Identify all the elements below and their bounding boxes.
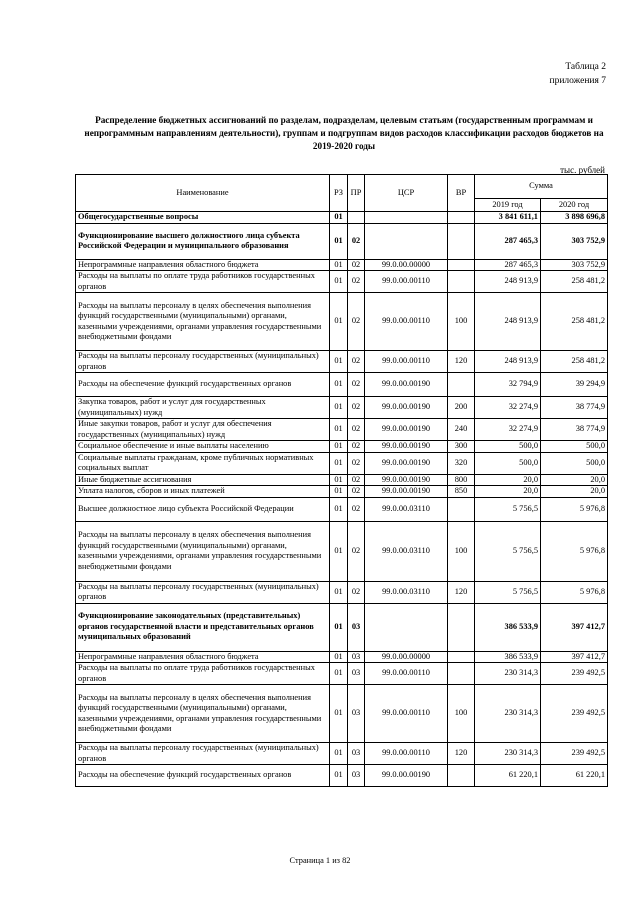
cell-csr: 99.0.00.00190 (365, 486, 448, 498)
cell-v2020: 3 898 696,8 (541, 212, 608, 224)
cell-pr: 02 (348, 373, 365, 397)
cell-pr: 02 (348, 271, 365, 293)
cell-v2019: 32 274,9 (475, 397, 541, 419)
cell-vr (448, 603, 475, 651)
cell-vr (448, 212, 475, 224)
cell-csr (365, 223, 448, 259)
cell-pr: 02 (348, 452, 365, 474)
cell-csr: 99.0.00.00000 (365, 259, 448, 271)
cell-name: Функционирование высшего должностного лица субъекта Российской Федерации и муниципального образования (76, 223, 330, 259)
cell-rz: 01 (330, 259, 348, 271)
cell-vr: 120 (448, 581, 475, 603)
cell-v2019: 500,0 (475, 452, 541, 474)
cell-v2019: 20,0 (475, 486, 541, 498)
cell-pr: 02 (348, 441, 365, 453)
table-row (76, 373, 608, 397)
cell-v2019: 248 913,9 (475, 293, 541, 351)
cell-v2019: 230 314,3 (475, 743, 541, 765)
cell-vr: 100 (448, 521, 475, 581)
cell-v2019: 386 533,9 (475, 651, 541, 663)
cell-rz: 01 (330, 581, 348, 603)
cell-v2020: 397 412,7 (541, 651, 608, 663)
cell-v2020: 239 492,5 (541, 685, 608, 743)
page-number: Страница 1 из 82 (289, 856, 351, 865)
cell-vr: 850 (448, 486, 475, 498)
cell-csr: 99.0.00.00190 (365, 765, 448, 787)
table-row (76, 651, 608, 663)
cell-v2019: 287 465,3 (475, 223, 541, 259)
cell-pr: 03 (348, 651, 365, 663)
col-header-name: Наименование (76, 175, 330, 212)
cell-vr: 320 (448, 452, 475, 474)
cell-name: Расходы на выплаты персоналу государственных (муниципальных) органов (76, 581, 330, 603)
cell-rz: 01 (330, 441, 348, 453)
cell-v2019: 230 314,3 (475, 663, 541, 685)
cell-v2019: 500,0 (475, 441, 541, 453)
cell-rz: 01 (330, 397, 348, 419)
table-row (76, 743, 608, 765)
cell-csr: 99.0.00.00110 (365, 271, 448, 293)
table-row (76, 452, 608, 474)
cell-v2019: 5 756,5 (475, 581, 541, 603)
cell-rz: 01 (330, 765, 348, 787)
cell-v2020: 397 412,7 (541, 603, 608, 651)
appendix-number: приложения 7 (549, 76, 606, 86)
table-row (76, 474, 608, 486)
cell-name: Расходы на выплаты персоналу государственных (муниципальных) органов (76, 743, 330, 765)
cell-v2019: 248 913,9 (475, 271, 541, 293)
cell-name: Иные бюджетные ассигнования (76, 474, 330, 486)
cell-vr (448, 373, 475, 397)
cell-name: Расходы на выплаты персоналу государственных (муниципальных) органов (76, 351, 330, 373)
cell-csr: 99.0.00.00000 (365, 651, 448, 663)
cell-name: Расходы на выплаты персоналу в целях обеспечения выполнения функций государственными (муниципальными) органами, казенными учреждениями, органами управления государственными внебюджетными фондами (76, 521, 330, 581)
cell-pr: 03 (348, 603, 365, 651)
cell-rz: 01 (330, 212, 348, 224)
table-row (76, 486, 608, 498)
cell-vr: 100 (448, 685, 475, 743)
cell-pr: 03 (348, 743, 365, 765)
cell-vr (448, 651, 475, 663)
cell-vr: 200 (448, 397, 475, 419)
cell-csr: 99.0.00.00110 (365, 351, 448, 373)
units-label: тыс. рублей (560, 165, 605, 175)
table-row (76, 419, 608, 441)
cell-vr (448, 259, 475, 271)
cell-pr: 02 (348, 397, 365, 419)
col-header-vr: ВР (448, 175, 475, 212)
col-header-pr: ПР (348, 175, 365, 212)
cell-rz: 01 (330, 293, 348, 351)
cell-v2020: 39 294,9 (541, 373, 608, 397)
cell-v2019: 61 220,1 (475, 765, 541, 787)
cell-v2019: 20,0 (475, 474, 541, 486)
cell-vr: 800 (448, 474, 475, 486)
cell-v2020: 5 976,8 (541, 521, 608, 581)
cell-v2020: 258 481,2 (541, 271, 608, 293)
cell-pr: 03 (348, 663, 365, 685)
cell-name: Социальные выплаты гражданам, кроме публичных нормативных социальных выплат (76, 452, 330, 474)
table-row (76, 603, 608, 651)
cell-rz: 01 (330, 351, 348, 373)
cell-csr: 99.0.00.00190 (365, 397, 448, 419)
cell-rz: 01 (330, 474, 348, 486)
cell-name: Расходы на обеспечение функций государственных органов (76, 373, 330, 397)
cell-v2020: 38 774,9 (541, 397, 608, 419)
cell-pr: 02 (348, 474, 365, 486)
cell-name: Непрограммные направления областного бюджета (76, 259, 330, 271)
col-header-sum: Сумма (475, 175, 608, 199)
cell-v2019: 230 314,3 (475, 685, 541, 743)
cell-csr: 99.0.00.00190 (365, 474, 448, 486)
cell-v2020: 5 976,8 (541, 581, 608, 603)
cell-csr: 99.0.00.00190 (365, 419, 448, 441)
cell-v2019: 5 756,5 (475, 521, 541, 581)
table-row (76, 441, 608, 453)
cell-rz: 01 (330, 603, 348, 651)
cell-name: Расходы на выплаты по оплате труда работников государственных органов (76, 663, 330, 685)
table-row (76, 497, 608, 521)
cell-name: Расходы на выплаты по оплате труда работников государственных органов (76, 271, 330, 293)
cell-rz: 01 (330, 663, 348, 685)
col-header-2019: 2019 год (475, 199, 541, 212)
col-header-2020: 2020 год (541, 199, 608, 212)
cell-csr: 99.0.00.00190 (365, 441, 448, 453)
table-row (76, 271, 608, 293)
cell-pr: 02 (348, 497, 365, 521)
document-title: Распределение бюджетных ассигнований по разделам, подразделам, целевым статьям (государственным программам и непрограммным направлениям деятельности), группам и подгруппам видов расходов классификации расходов бюджетов на 2019-2020 годы (84, 115, 604, 151)
cell-v2020: 258 481,2 (541, 293, 608, 351)
cell-name: Высшее должностное лицо субъекта Российской Федерации (76, 497, 330, 521)
cell-vr (448, 497, 475, 521)
cell-pr: 02 (348, 581, 365, 603)
cell-v2020: 239 492,5 (541, 663, 608, 685)
cell-v2020: 38 774,9 (541, 419, 608, 441)
cell-pr: 02 (348, 259, 365, 271)
cell-v2020: 20,0 (541, 486, 608, 498)
cell-csr: 99.0.00.00110 (365, 293, 448, 351)
cell-v2020: 239 492,5 (541, 743, 608, 765)
cell-name: Расходы на обеспечение функций государственных органов (76, 765, 330, 787)
table-row (76, 581, 608, 603)
cell-csr (365, 603, 448, 651)
cell-pr: 03 (348, 685, 365, 743)
cell-pr: 03 (348, 765, 365, 787)
cell-rz: 01 (330, 743, 348, 765)
cell-vr (448, 271, 475, 293)
table-row (76, 765, 608, 787)
cell-v2020: 258 481,2 (541, 351, 608, 373)
cell-rz: 01 (330, 486, 348, 498)
cell-rz: 01 (330, 419, 348, 441)
cell-vr (448, 223, 475, 259)
cell-v2019: 248 913,9 (475, 351, 541, 373)
cell-rz: 01 (330, 521, 348, 581)
cell-pr: 02 (348, 293, 365, 351)
cell-name: Общегосударственные вопросы (76, 212, 330, 224)
cell-vr: 120 (448, 743, 475, 765)
cell-csr: 99.0.00.03110 (365, 581, 448, 603)
cell-csr: 99.0.00.00110 (365, 663, 448, 685)
cell-pr: 02 (348, 351, 365, 373)
budget-table (75, 174, 608, 787)
cell-v2019: 287 465,3 (475, 259, 541, 271)
cell-pr (348, 212, 365, 224)
cell-csr: 99.0.00.00110 (365, 743, 448, 765)
cell-rz: 01 (330, 685, 348, 743)
cell-csr: 99.0.00.03110 (365, 521, 448, 581)
cell-pr: 02 (348, 223, 365, 259)
cell-name: Иные закупки товаров, работ и услуг для обеспечения государственных (муниципальных) нужд (76, 419, 330, 441)
cell-rz: 01 (330, 373, 348, 397)
cell-csr (365, 212, 448, 224)
cell-rz: 01 (330, 271, 348, 293)
cell-vr: 300 (448, 441, 475, 453)
cell-name: Расходы на выплаты персоналу в целях обеспечения выполнения функций государственными (муниципальными) органами, казенными учреждениями, органами управления государственными внебюджетными фондами (76, 293, 330, 351)
table-number: Таблица 2 (565, 62, 606, 72)
cell-v2019: 5 756,5 (475, 497, 541, 521)
col-header-csr: ЦСР (365, 175, 448, 212)
cell-v2019: 3 841 611,1 (475, 212, 541, 224)
table-row (76, 293, 608, 351)
cell-vr: 100 (448, 293, 475, 351)
cell-v2020: 61 220,1 (541, 765, 608, 787)
table-row (76, 685, 608, 743)
table-row (76, 259, 608, 271)
cell-name: Непрограммные направления областного бюджета (76, 651, 330, 663)
table-row (76, 397, 608, 419)
cell-pr: 02 (348, 521, 365, 581)
table-row (76, 521, 608, 581)
cell-v2020: 500,0 (541, 441, 608, 453)
cell-v2020: 20,0 (541, 474, 608, 486)
cell-pr: 02 (348, 486, 365, 498)
table-row (76, 351, 608, 373)
cell-v2019: 32 274,9 (475, 419, 541, 441)
cell-csr: 99.0.00.03110 (365, 497, 448, 521)
cell-v2020: 303 752,9 (541, 259, 608, 271)
cell-csr: 99.0.00.00110 (365, 685, 448, 743)
cell-name: Социальное обеспечение и иные выплаты населению (76, 441, 330, 453)
cell-rz: 01 (330, 223, 348, 259)
table-caption (550, 60, 607, 88)
cell-v2020: 500,0 (541, 452, 608, 474)
cell-vr: 240 (448, 419, 475, 441)
cell-name: Функционирование законодательных (представительных) органов государственной власти и представительных органов муниципальных образований (76, 603, 330, 651)
cell-rz: 01 (330, 497, 348, 521)
cell-name: Уплата налогов, сборов и иных платежей (76, 486, 330, 498)
cell-csr: 99.0.00.00190 (365, 373, 448, 397)
cell-vr: 120 (448, 351, 475, 373)
cell-name: Закупка товаров, работ и услуг для государственных (муниципальных) нужд (76, 397, 330, 419)
table-row (76, 212, 608, 224)
cell-name: Расходы на выплаты персоналу в целях обеспечения выполнения функций государственными (муниципальными) органами, казенными учреждениями, органами управления государственными внебюджетными фондами (76, 685, 330, 743)
cell-v2019: 386 533,9 (475, 603, 541, 651)
cell-rz: 01 (330, 452, 348, 474)
cell-rz: 01 (330, 651, 348, 663)
col-header-rz: РЗ (330, 175, 348, 212)
cell-v2020: 5 976,8 (541, 497, 608, 521)
cell-csr: 99.0.00.00190 (365, 452, 448, 474)
cell-v2020: 303 752,9 (541, 223, 608, 259)
table-row (76, 663, 608, 685)
cell-pr: 02 (348, 419, 365, 441)
table-row (76, 223, 608, 259)
cell-vr (448, 765, 475, 787)
cell-vr (448, 663, 475, 685)
cell-v2019: 32 794,9 (475, 373, 541, 397)
